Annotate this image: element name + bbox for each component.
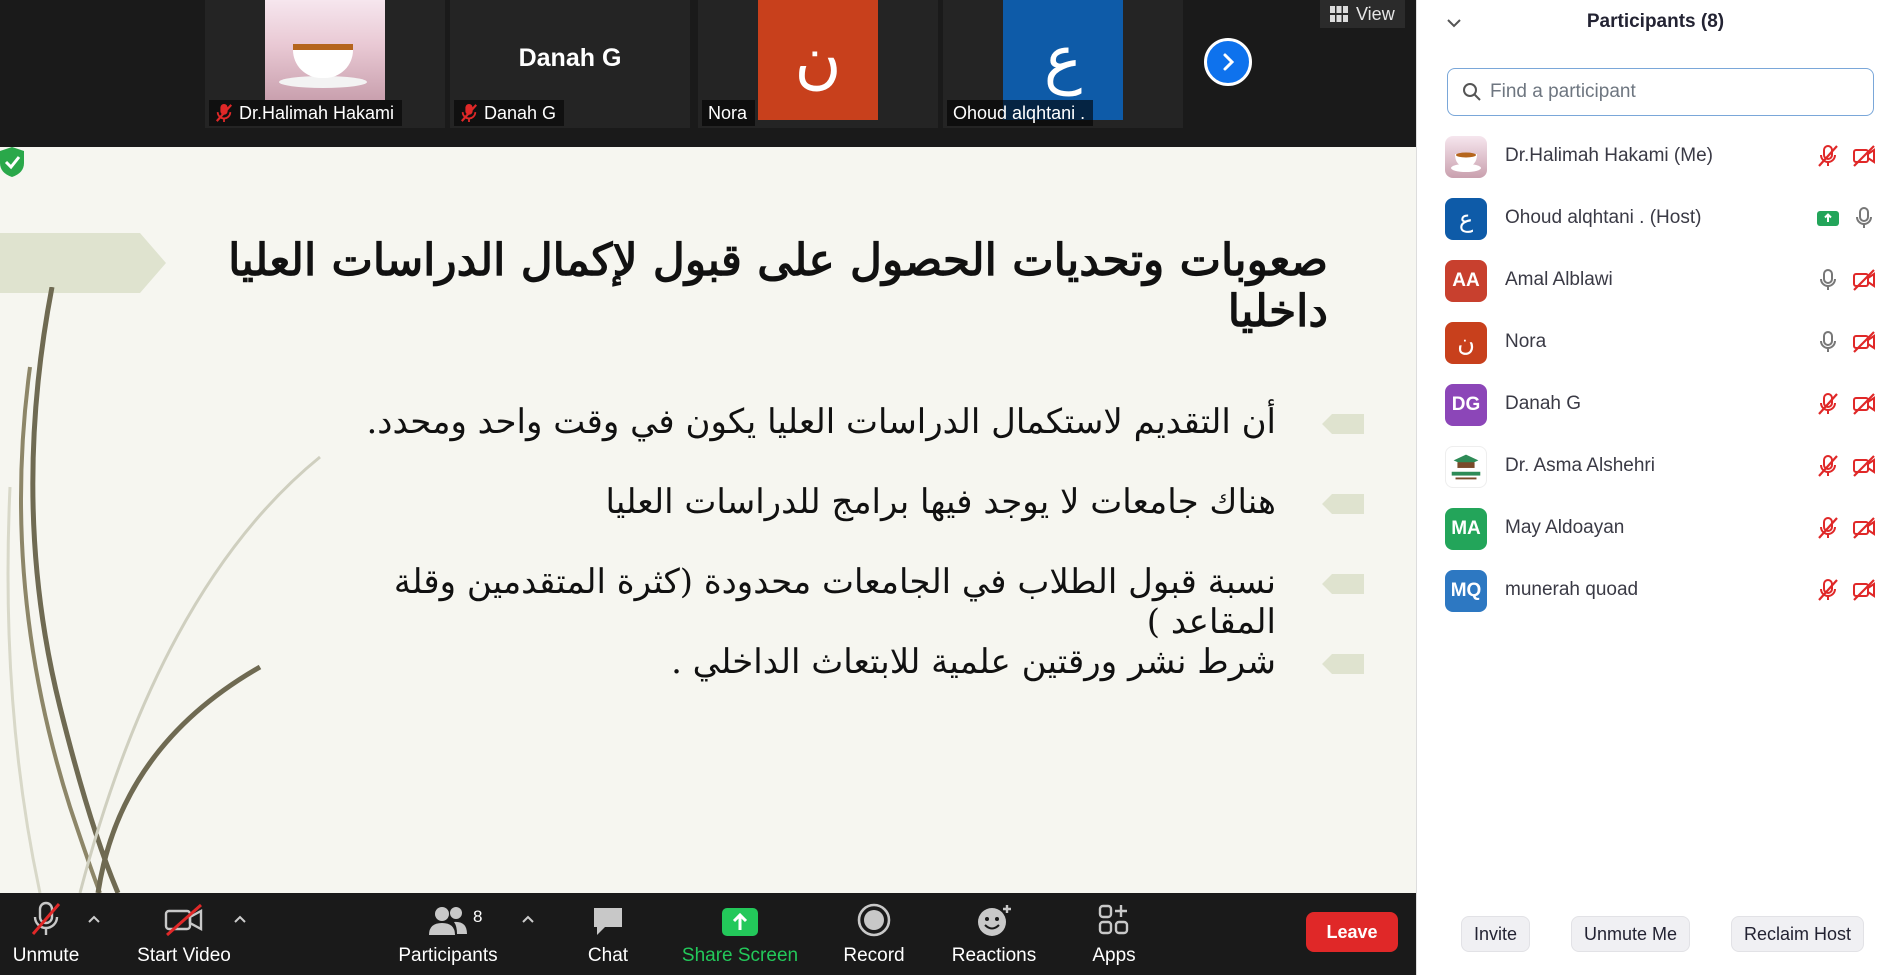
panel-footer [1417, 916, 1893, 956]
slide-bullet: نسبة قبول الطلاب في الجامعات محدودة (كثرة المتقدمين وقلة المقاعد ) [320, 562, 1320, 642]
bullet-arrow-icon [1322, 654, 1364, 674]
chevron-up-icon[interactable] [518, 909, 538, 929]
muted-mic-icon [215, 103, 233, 123]
participant-status [1816, 330, 1876, 354]
participant-status [1816, 268, 1876, 292]
meeting-toolbar [0, 893, 1416, 975]
avatar: ن [758, 0, 878, 120]
chat-button[interactable]: Chat [568, 893, 648, 975]
participant-status [1816, 206, 1876, 230]
participants-button[interactable]: Participants [398, 893, 498, 975]
avatar: ع [1445, 198, 1487, 240]
tea-cup-picture [1445, 136, 1487, 178]
participant-name: May Aldoayan [1505, 517, 1625, 538]
participant-name: Danah G [1505, 393, 1582, 414]
chevron-up-icon[interactable] [230, 909, 250, 929]
apps-button[interactable]: Apps [1074, 893, 1154, 975]
video-off-icon[interactable] [1852, 144, 1876, 168]
share-screen-button[interactable]: Share Screen [680, 893, 800, 975]
leave-button[interactable]: Leave [1306, 912, 1398, 952]
tile-name-label: Nora [702, 100, 755, 126]
video-off-icon[interactable] [1852, 330, 1876, 354]
tile-name-label: Dr.Halimah Hakami [209, 100, 402, 126]
participant-row[interactable] [1417, 126, 1893, 188]
bullet-arrow-icon [1322, 494, 1364, 514]
share-screen-icon [721, 907, 759, 937]
unmute-button[interactable]: Unmute [8, 893, 84, 975]
slide-bullet: أن التقديم لاستكمال الدراسات العليا يكون في وقت واحد ومحدد. [320, 402, 1320, 482]
participant-row[interactable] [1417, 250, 1893, 312]
bullet-arrow-icon [1322, 574, 1364, 594]
participant-search[interactable] [1447, 68, 1874, 116]
mic-icon[interactable] [1852, 206, 1876, 230]
participant-status [1816, 144, 1876, 168]
start-video-button[interactable]: Start Video [134, 893, 234, 975]
participant-row[interactable] [1417, 498, 1893, 560]
video-tile-ohoud[interactable] [943, 0, 1183, 128]
smiley-plus-icon [975, 903, 1013, 937]
tile-name-label: Ohoud alqhtani . [947, 100, 1093, 126]
video-off-icon[interactable] [1852, 578, 1876, 602]
tile-name-label: Danah G [454, 100, 564, 126]
participant-name: Dr. Asma Alshehri [1505, 455, 1655, 476]
university-logo [1446, 446, 1486, 488]
unmute-me-button[interactable]: Unmute Me [1571, 916, 1690, 952]
participants-count-badge: 8 [473, 907, 483, 926]
avatar: AA [1445, 260, 1487, 302]
muted-mic-icon[interactable] [1816, 392, 1840, 416]
grid-icon [1330, 6, 1348, 22]
participants-panel [1416, 0, 1893, 975]
video-off-icon[interactable] [1852, 454, 1876, 478]
avatar [1445, 136, 1487, 178]
mic-icon[interactable] [1816, 268, 1840, 292]
video-off-icon [163, 903, 205, 937]
participant-status [1816, 454, 1876, 478]
shared-screen-slide [0, 147, 1416, 893]
reclaim-host-button[interactable]: Reclaim Host [1731, 916, 1864, 952]
video-off-icon[interactable] [1852, 392, 1876, 416]
participant-row[interactable] [1417, 560, 1893, 622]
search-icon [1462, 82, 1482, 102]
video-off-icon[interactable] [1852, 516, 1876, 540]
panel-title: Participants (8) [1586, 11, 1725, 32]
video-strip [0, 0, 1416, 147]
avatar [1445, 446, 1487, 488]
slide-bullet-list [320, 402, 1320, 722]
muted-mic-icon[interactable] [1816, 516, 1840, 540]
chevron-right-icon [1218, 52, 1238, 72]
participant-row[interactable] [1417, 374, 1893, 436]
avatar: ع [1003, 0, 1123, 120]
muted-mic-icon [29, 901, 63, 937]
chevron-up-icon[interactable] [84, 909, 104, 929]
people-icon [428, 905, 468, 937]
participant-row[interactable] [1417, 436, 1893, 498]
invite-button[interactable]: Invite [1461, 916, 1530, 952]
participant-row[interactable] [1417, 188, 1893, 250]
participant-name: Amal Alblawi [1505, 269, 1613, 290]
participant-status [1816, 578, 1876, 602]
mic-icon[interactable] [1816, 330, 1840, 354]
slide-bullet: شرط نشر ورقتين علمية للابتعاث الداخلي . [320, 642, 1320, 722]
participant-name: munerah quoad [1505, 579, 1639, 600]
grass-decoration [0, 287, 330, 893]
video-tile-nora[interactable] [698, 0, 938, 128]
participant-list [1417, 126, 1893, 622]
view-button[interactable]: View [1320, 0, 1405, 28]
apps-icon [1097, 903, 1131, 937]
avatar: ن [1445, 322, 1487, 364]
search-input[interactable] [1490, 81, 1850, 103]
avatar: MQ [1445, 570, 1487, 612]
chat-bubble-icon [591, 905, 625, 937]
avatar: DG [1445, 384, 1487, 426]
video-off-icon[interactable] [1852, 268, 1876, 292]
participant-status [1816, 392, 1876, 416]
muted-mic-icon[interactable] [1816, 144, 1840, 168]
tile-center-name: Danah G [518, 44, 622, 72]
participant-row[interactable] [1417, 312, 1893, 374]
slide-title: صعوبات وتحديات الحصول على قبول لإكمال الدراسات العليا داخليا [228, 235, 1328, 337]
bullet-arrow-icon [1322, 414, 1364, 434]
participant-name: Dr.Halimah Hakami (Me) [1505, 145, 1713, 166]
record-icon [857, 903, 891, 937]
record-button[interactable]: Record [834, 893, 914, 975]
sharing-screen-icon [1816, 206, 1840, 230]
muted-mic-icon[interactable] [1816, 454, 1840, 478]
participant-name: Ohoud alqhtani . (Host) [1505, 207, 1702, 228]
arrow-decoration [0, 233, 166, 293]
video-tile-halimah[interactable] [205, 0, 445, 128]
reactions-button[interactable]: Reactions [946, 893, 1042, 975]
profile-picture [265, 0, 385, 100]
shield-check-icon [0, 147, 24, 177]
slide-bullet: هناك جامعات لا يوجد فيها برامج للدراسات العليا [320, 482, 1320, 562]
video-tile-danah[interactable] [450, 0, 690, 128]
panel-header [1417, 0, 1893, 44]
avatar: MA [1445, 508, 1487, 550]
participant-status [1816, 516, 1876, 540]
muted-mic-icon [460, 103, 478, 123]
muted-mic-icon[interactable] [1816, 578, 1840, 602]
next-page-button[interactable] [1204, 38, 1252, 86]
participant-name: Nora [1505, 331, 1547, 352]
